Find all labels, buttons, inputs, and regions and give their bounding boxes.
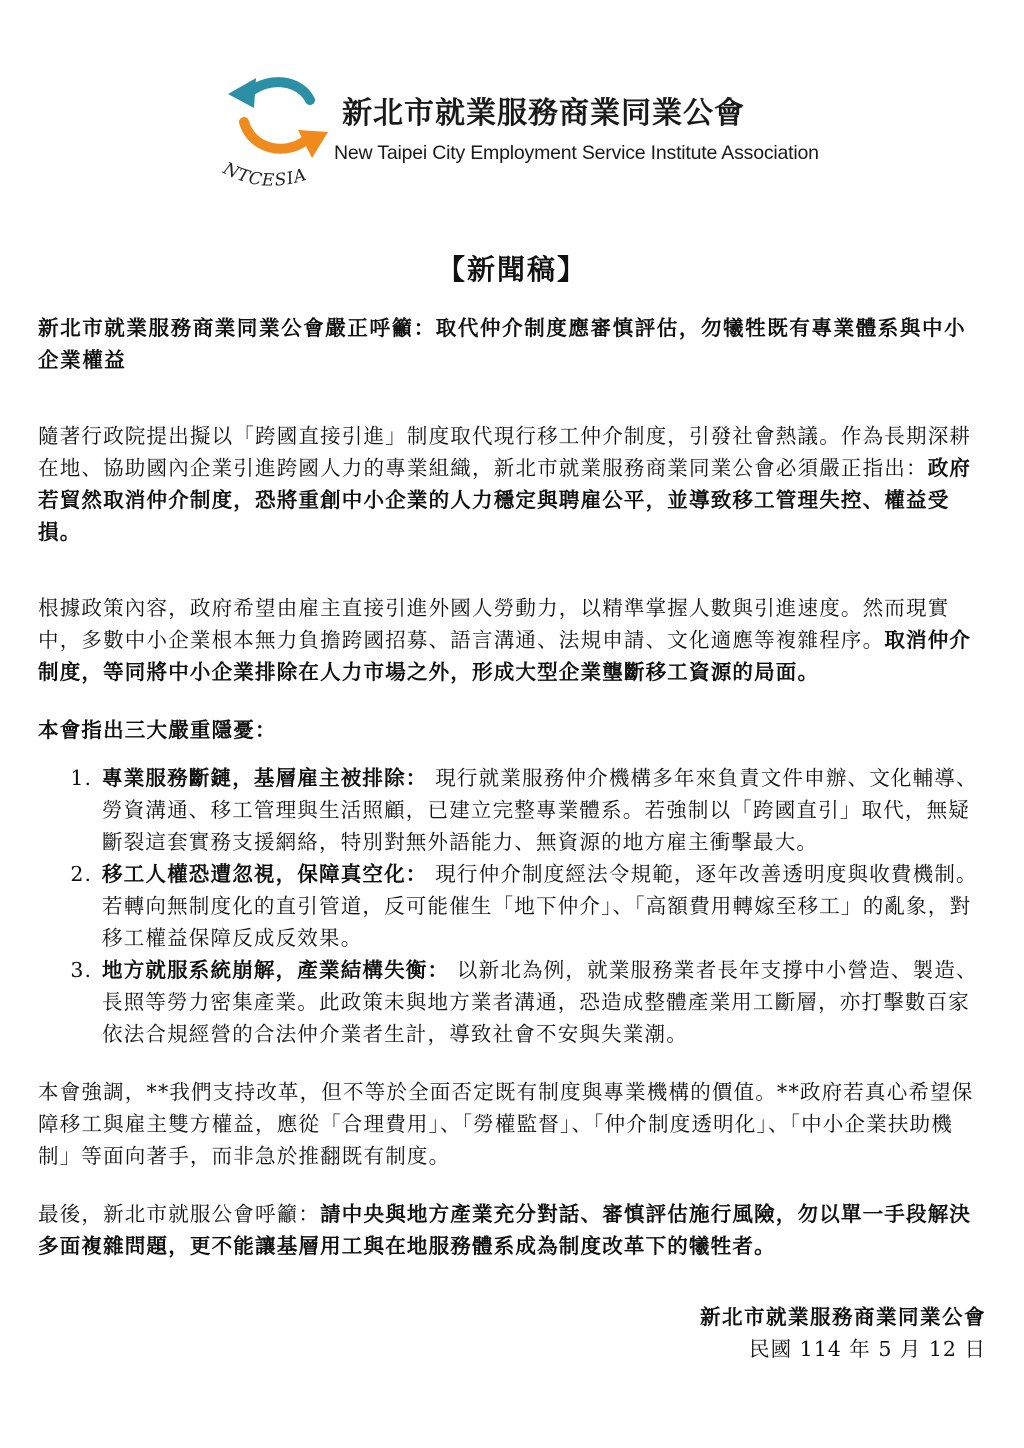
concern-text: 以新北為例，就業服務業者長年支撐中小營造、製造、長照等勞力密集產業。此政策未與地方業者溝通，恐造成整體產業用工斷層，亦打擊數百家依法合規經營的合法仲介業者生計，導致社會不安與失業潮。	[102, 958, 978, 1046]
paragraph-policy	[38, 592, 982, 688]
orange-arrow-icon	[244, 122, 306, 149]
paragraph-emphasis: 政府若貿然取消仲介制度，恐將重創中小企業的人力穩定與聘雇公平，並導致移工管理失控、權益受損。	[38, 456, 972, 544]
paragraph-text: 最後，新北市就服公會呼籲：	[38, 1202, 321, 1226]
concern-text: 現行仲介制度經法令規範，逐年改善透明度與收費機制。若轉向無制度化的直引管道，反可能催生「地下仲介」、「高額費用轉嫁至移工」的亂象，對移工權益保障反成反效果。	[102, 862, 978, 950]
concern-text: 現行就業服務仲介機構多年來負責文件申辦、文化輔導、勞資溝通、移工管理與生活照顧，已建立完整專業體系。若強制以「跨國直引」取代，無疑斷裂這套實務支援網絡，特別對無外語能力、無資源的地方雇主衝擊最大。	[102, 766, 978, 854]
concern-title: 地方就服系統崩解，產業結構失衡：	[102, 958, 450, 982]
paragraph-appeal	[38, 1198, 982, 1262]
article-body	[38, 312, 982, 1262]
org-name-zh: 新北市就業服務商業同業公會	[342, 96, 745, 131]
document-type-title: 【新聞稿】	[436, 253, 587, 286]
association-logo	[214, 54, 344, 204]
paragraph-emphasis: 取消仲介制度，等同將中小企業排除在人力市場之外，形成大型企業壟斷移工資源的局面。	[38, 628, 972, 684]
paragraph-text: 根據政策內容，政府希望由雇主直接引進外國人勞動力，以精準掌握人數與引進速度。然而現實中，多數中小企業根本無力負擔跨國招募、語言溝通、法規申請、文化適應等複雜程序。	[38, 596, 950, 652]
headline: 新北市就業服務商業同業公會嚴正呼籲：取代仲介制度應審慎評估，勿犧牲既有專業體系與中小企業權益	[38, 316, 967, 372]
list-item	[100, 954, 982, 1050]
signature-date: 民國 114 年 5 月 12 日	[749, 1337, 986, 1361]
list-item	[100, 762, 982, 858]
concern-title: 移工人權恐遭忽視，保障真空化：	[102, 862, 428, 886]
paragraph-emphasis: 請中央與地方產業充分對話、審慎評估施行風險，勿以單一手段解決多面複雜問題，更不能讓基層用工與在地服務體系成為制度改革下的犧牲者。	[38, 1202, 972, 1258]
letterhead	[214, 54, 854, 214]
teal-arrow-icon	[250, 82, 310, 100]
signature-org: 新北市就業服務商業同業公會	[700, 1305, 986, 1329]
paragraph-position: 本會強調，**我們支持改革，但不等於全面否定既有制度與專業機構的價值。**政府若真心希望保障移工與雇主雙方權益，應從「合理費用」、「勞權監督」、「仲介制度透明化」、「中小企業扶助機制」等面向著手，而非急於推翻既有制度。	[38, 1080, 974, 1168]
concern-title: 專業服務斷鏈，基層雇主被排除：	[102, 766, 428, 790]
concerns-heading: 本會指出三大嚴重隱憂：	[38, 718, 277, 742]
logo-wordmark: NTCESIA	[219, 158, 310, 191]
org-name-en: New Taipei City Employment Service Institute Association	[334, 142, 819, 164]
paragraph-intro	[38, 420, 982, 548]
paragraph-text: 隨著行政院提出擬以「跨國直接引進」制度取代現行移工仲介制度，引發社會熱議。作為長期深耕在地、協助國內企業引進跨國人力的專業組織，新北市就業服務商業同業公會必須嚴正指出：	[38, 424, 972, 480]
list-item	[100, 858, 982, 954]
concerns-list	[38, 762, 982, 1050]
teal-arrowhead-icon	[228, 78, 256, 108]
